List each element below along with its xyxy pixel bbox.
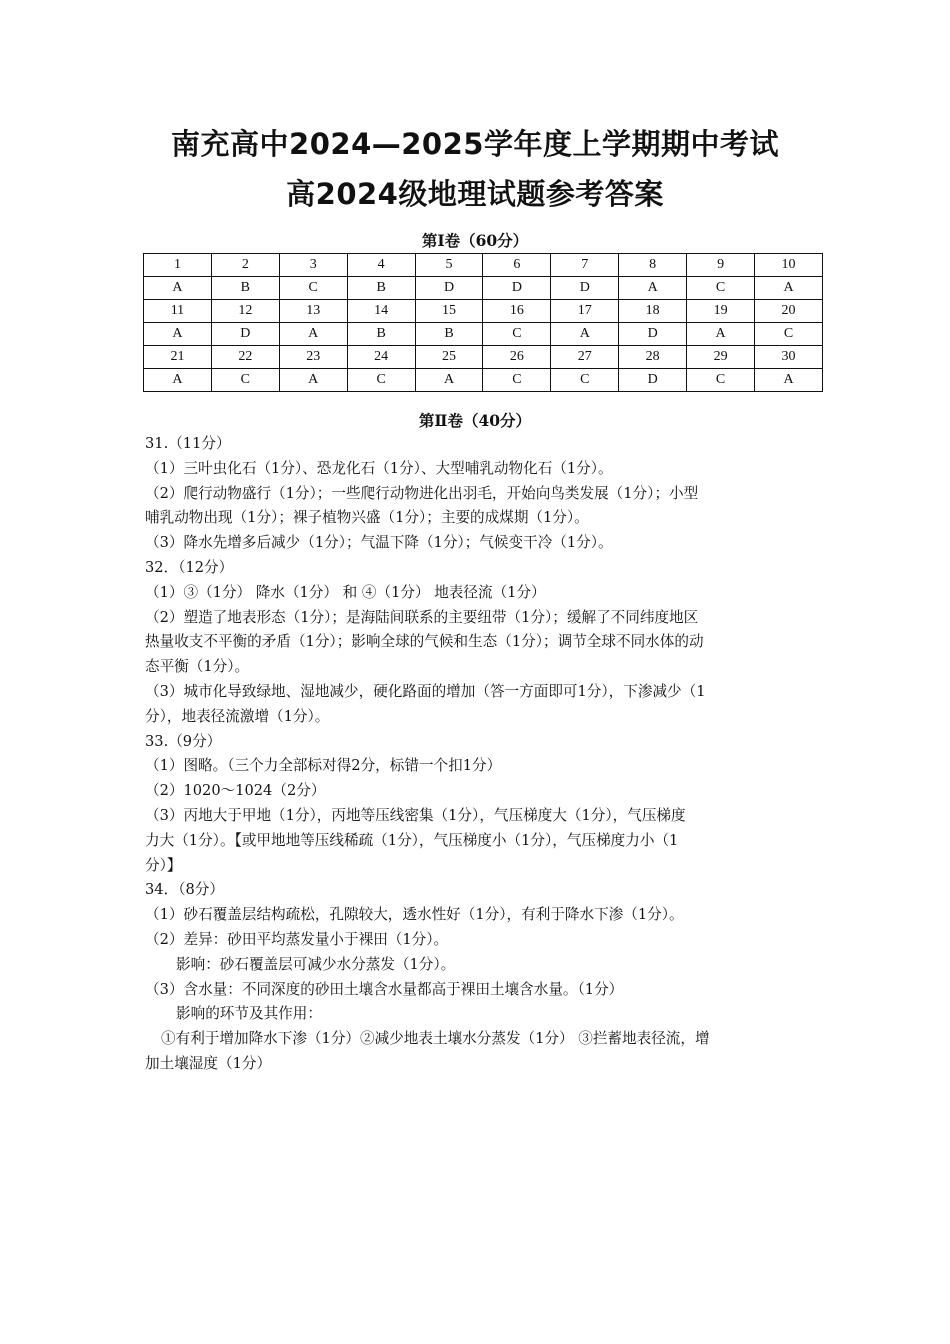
q34-heading: 34．（8分） xyxy=(145,881,224,899)
q34-part2-diff: （2）差异：砂田平均蒸发量小于裸田（1分）。 xyxy=(145,930,449,948)
question-number-row xyxy=(144,254,823,277)
question-number-row xyxy=(144,300,823,323)
q32-part2-line1: （2）塑造了地表形态（1分）；是海陆间联系的主要纽带（1分）；缓解了不同纬度地区 xyxy=(145,608,699,626)
question-number-cell: 28 xyxy=(619,346,687,369)
question-number-cell: 26 xyxy=(483,346,551,369)
q31-part1: （1）三叶虫化石（1分）、恐龙化石（1分）、大型哺乳动物化石（1分）。 xyxy=(145,459,613,477)
answer-cell: D xyxy=(415,277,483,300)
answer-cell: A xyxy=(755,369,823,392)
question-number-cell: 15 xyxy=(415,300,483,323)
answer-cell: A xyxy=(415,369,483,392)
question-number-cell: 2 xyxy=(211,254,279,277)
answer-cell: A xyxy=(619,277,687,300)
answer-table xyxy=(143,253,823,392)
q34-part2-effect: 影响：砂石覆盖层可减少水分蒸发（1分）。 xyxy=(176,955,456,973)
answer-cell: A xyxy=(687,323,755,346)
question-number-cell: 29 xyxy=(687,346,755,369)
q33-part3-line2: 力大（1分）。【或甲地地等压线稀疏（1分），气压梯度小（1分），气压梯度力小（1 xyxy=(145,831,679,849)
answer-cell: A xyxy=(144,369,212,392)
question-number-cell: 10 xyxy=(755,254,823,277)
q33-part3-line3: 分）】 xyxy=(145,856,182,874)
answer-cell: A xyxy=(551,323,619,346)
question-number-cell: 16 xyxy=(483,300,551,323)
q31-part2-line2: 哺乳动物出现（1分）；裸子植物兴盛（1分）；主要的成煤期（1分）。 xyxy=(145,509,589,527)
question-number-row xyxy=(144,346,823,369)
question-number-cell: 14 xyxy=(347,300,415,323)
q33-part3-line1: （3）丙地大于甲地（1分），丙地等压线密集（1分），气压梯度大（1分），气压梯度 xyxy=(145,806,686,824)
question-number-cell: 18 xyxy=(619,300,687,323)
answer-row xyxy=(144,277,823,300)
q33-part1: （1）图略。（三个力全部标对得2分，标错一个扣1分） xyxy=(145,757,502,775)
answer-cell: D xyxy=(551,277,619,300)
answer-cell: C xyxy=(687,369,755,392)
q32-part3-line2: 分），地表径流激增（1分）。 xyxy=(145,707,330,725)
section1-heading: 第Ⅰ卷（60分） xyxy=(421,231,529,250)
answer-cell: A xyxy=(279,369,347,392)
q33-part2: （2）1020～1024（2分） xyxy=(145,782,326,800)
question-number-cell: 27 xyxy=(551,346,619,369)
question-number-cell: 19 xyxy=(687,300,755,323)
answer-row xyxy=(144,323,823,346)
answer-row xyxy=(144,369,823,392)
q32-part1: （1）③（1分） 降水（1分） 和 ④（1分） 地表径流（1分） xyxy=(145,583,546,601)
q34-part1: （1）砂石覆盖层结构疏松，孔隙较大，透水性好（1分），有利于降水下渗（1分）。 xyxy=(145,906,684,924)
q31-part2-line1: （2）爬行动物盛行（1分）；一些爬行动物进化出羽毛，开始向鸟类发展（1分）；小型 xyxy=(145,484,699,502)
answer-cell: C xyxy=(279,277,347,300)
answer-cell: C xyxy=(211,369,279,392)
answer-text-body xyxy=(145,432,810,1077)
answer-cell: A xyxy=(144,323,212,346)
section2-heading: 第Ⅱ卷（40分） xyxy=(418,411,532,430)
q31-part3: （3）降水先增多后减少（1分）；气温下降（1分）；气候变干冷（1分）。 xyxy=(145,534,613,552)
question-number-cell: 6 xyxy=(483,254,551,277)
question-number-cell: 17 xyxy=(551,300,619,323)
question-number-cell: 11 xyxy=(144,300,212,323)
question-number-cell: 8 xyxy=(619,254,687,277)
question-number-cell: 7 xyxy=(551,254,619,277)
answer-cell: D xyxy=(619,323,687,346)
document-title: 南充高中2024—2025学年度上学期期中考试 xyxy=(171,127,779,161)
question-number-cell: 12 xyxy=(211,300,279,323)
question-number-cell: 30 xyxy=(755,346,823,369)
answer-cell: C xyxy=(483,323,551,346)
answer-cell: C xyxy=(755,323,823,346)
q33-heading: 33.（9分） xyxy=(145,732,222,750)
q31-heading: 31.（11分） xyxy=(145,435,231,452)
q34-part3-effects-line2: 加土壤湿度（1分） xyxy=(145,1054,272,1072)
question-number-cell: 4 xyxy=(347,254,415,277)
question-number-cell: 1 xyxy=(144,254,212,277)
answer-cell: C xyxy=(551,369,619,392)
question-number-cell: 21 xyxy=(144,346,212,369)
q34-part3-label: 影响的环节及其作用： xyxy=(176,1005,322,1023)
question-number-cell: 13 xyxy=(279,300,347,323)
answer-cell: B xyxy=(347,323,415,346)
answer-cell: C xyxy=(483,369,551,392)
q32-part3-line1: （3）城市化导致绿地、湿地减少，硬化路面的增加（答一方面即可1分），下渗减少（1 xyxy=(145,682,706,700)
question-number-cell: 25 xyxy=(415,346,483,369)
answer-cell: A xyxy=(144,277,212,300)
question-number-cell: 9 xyxy=(687,254,755,277)
q32-part2-line2: 热量收支不平衡的矛盾（1分）；影响全球的气候和生态（1分）；调节全球不同水体的动 xyxy=(145,633,704,651)
answer-cell: A xyxy=(279,323,347,346)
answer-cell: C xyxy=(687,277,755,300)
answer-cell: B xyxy=(415,323,483,346)
answer-cell: D xyxy=(483,277,551,300)
question-number-cell: 20 xyxy=(755,300,823,323)
q32-heading: 32．（12分） xyxy=(145,558,234,576)
question-number-cell: 3 xyxy=(279,254,347,277)
answer-cell: B xyxy=(347,277,415,300)
answer-cell: B xyxy=(211,277,279,300)
q34-part3-content: （3）含水量：不同深度的砂田土壤含水量都高于裸田土壤含水量。（1分） xyxy=(145,980,624,998)
answer-cell: D xyxy=(619,369,687,392)
answer-cell: D xyxy=(211,323,279,346)
answer-cell: C xyxy=(347,369,415,392)
q32-part2-line3: 态平衡（1分）。 xyxy=(145,658,250,676)
question-number-cell: 24 xyxy=(347,346,415,369)
question-number-cell: 22 xyxy=(211,346,279,369)
document-subtitle: 高2024级地理试题参考答案 xyxy=(286,177,664,211)
answer-cell: A xyxy=(755,277,823,300)
question-number-cell: 23 xyxy=(279,346,347,369)
q34-part3-effects-line1: ①有利于增加降水下渗（1分）②减少地表土壤水分蒸发（1分） ③拦蓄地表径流，增 xyxy=(161,1030,710,1048)
question-number-cell: 5 xyxy=(415,254,483,277)
